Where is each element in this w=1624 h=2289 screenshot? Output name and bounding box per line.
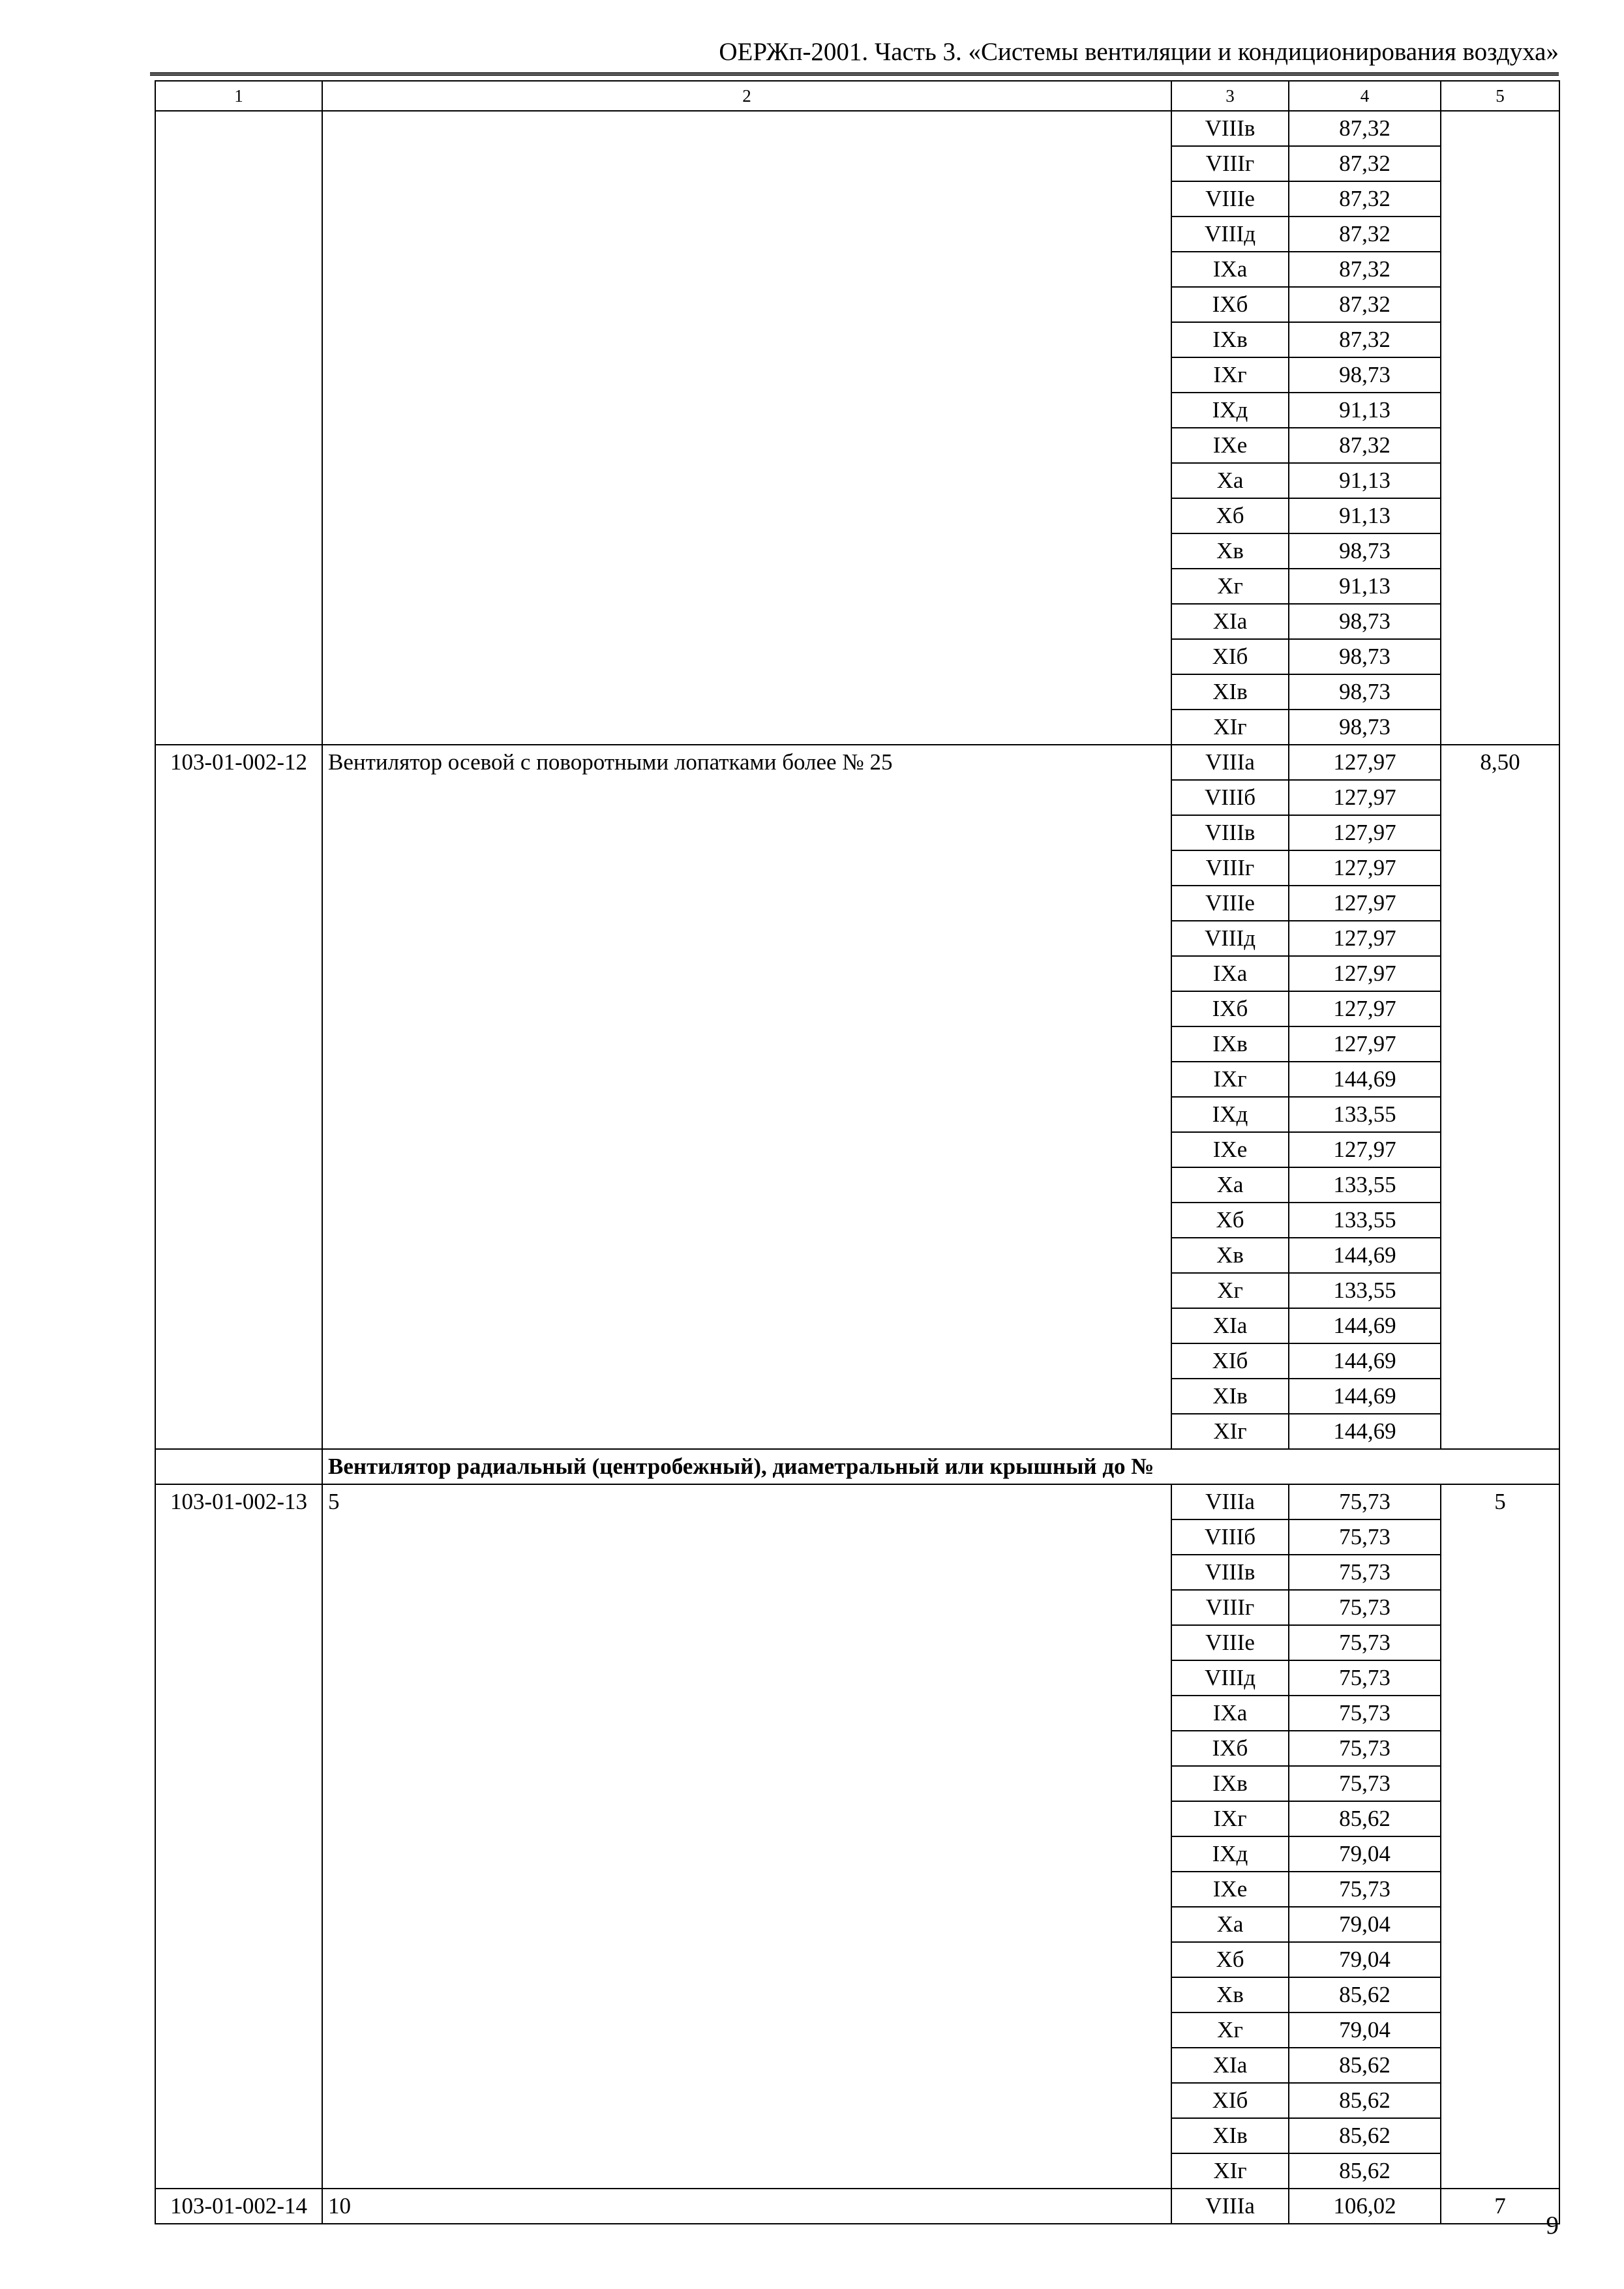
item-code bbox=[155, 111, 322, 745]
item-code: 103-01-002-14 bbox=[155, 2189, 322, 2224]
region-code: IXб bbox=[1171, 1731, 1289, 1766]
rate-value: 75,73 bbox=[1289, 1484, 1441, 1519]
rate-value: 87,32 bbox=[1289, 146, 1441, 181]
rate-value: 75,73 bbox=[1289, 1731, 1441, 1766]
rate-value: 127,97 bbox=[1289, 956, 1441, 991]
region-code: VIIIе bbox=[1171, 886, 1289, 921]
rate-value: 127,97 bbox=[1289, 745, 1441, 780]
region-code: XIг bbox=[1171, 1414, 1289, 1449]
group-heading-row bbox=[155, 1449, 1559, 1484]
rate-value: 98,73 bbox=[1289, 639, 1441, 674]
rate-value: 127,97 bbox=[1289, 1026, 1441, 1062]
rate-value: 91,13 bbox=[1289, 463, 1441, 498]
table-row bbox=[155, 745, 1559, 780]
rate-value: 98,73 bbox=[1289, 357, 1441, 393]
rate-value: 127,97 bbox=[1289, 991, 1441, 1026]
rate-value: 85,62 bbox=[1289, 1977, 1441, 2012]
item-code: 103-01-002-13 bbox=[155, 1484, 322, 2189]
region-code: VIIIв bbox=[1171, 815, 1289, 850]
region-code: Xб bbox=[1171, 1203, 1289, 1238]
column-number: 2 bbox=[322, 81, 1171, 111]
item-code: 103-01-002-12 bbox=[155, 745, 322, 1449]
region-code: IXе bbox=[1171, 1872, 1289, 1907]
rate-value: 91,13 bbox=[1289, 393, 1441, 428]
region-code: IXб bbox=[1171, 991, 1289, 1026]
item-description: 10 bbox=[322, 2189, 1171, 2224]
rate-value: 87,32 bbox=[1289, 428, 1441, 463]
rate-value: 98,73 bbox=[1289, 533, 1441, 569]
region-code: IXв bbox=[1171, 1766, 1289, 1801]
rate-value: 127,97 bbox=[1289, 886, 1441, 921]
page-header-title: ОЕРЖп-2001. Часть 3. «Системы вентиляции и кондиционирования воздуха» bbox=[719, 38, 1559, 66]
header-double-rule bbox=[150, 72, 1559, 76]
rate-value: 98,73 bbox=[1289, 674, 1441, 710]
column-number: 1 bbox=[155, 81, 322, 111]
rate-value: 91,13 bbox=[1289, 569, 1441, 604]
column-number: 4 bbox=[1289, 81, 1441, 111]
group-heading: Вентилятор радиальный (центробежный), диаметральный или крышный до № bbox=[322, 1449, 1559, 1484]
region-code: XIб bbox=[1171, 639, 1289, 674]
rate-value: 75,73 bbox=[1289, 1590, 1441, 1625]
rate-value: 133,55 bbox=[1289, 1097, 1441, 1132]
rate-value: 87,32 bbox=[1289, 322, 1441, 357]
rate-value: 127,97 bbox=[1289, 780, 1441, 815]
rate-value: 75,73 bbox=[1289, 1660, 1441, 1696]
region-code: VIIIа bbox=[1171, 1484, 1289, 1519]
region-code: IXд bbox=[1171, 1097, 1289, 1132]
group-heading-code bbox=[155, 1449, 322, 1484]
rate-value: 75,73 bbox=[1289, 1696, 1441, 1731]
table-row bbox=[155, 1484, 1559, 1519]
region-code: IXд bbox=[1171, 393, 1289, 428]
region-code: Xв bbox=[1171, 1977, 1289, 2012]
column-number-row bbox=[155, 81, 1559, 111]
region-code: Xб bbox=[1171, 498, 1289, 533]
region-code: Xа bbox=[1171, 1907, 1289, 1942]
region-code: XIа bbox=[1171, 1308, 1289, 1343]
rate-value: 79,04 bbox=[1289, 1907, 1441, 1942]
labor-value: 5 bbox=[1441, 1484, 1559, 2189]
rate-value: 75,73 bbox=[1289, 1766, 1441, 1801]
region-code: VIIIе bbox=[1171, 181, 1289, 217]
rate-value: 127,97 bbox=[1289, 921, 1441, 956]
region-code: VIIIд bbox=[1171, 921, 1289, 956]
labor-value: 7 bbox=[1441, 2189, 1559, 2224]
rate-value: 75,73 bbox=[1289, 1555, 1441, 1590]
rate-value: 85,62 bbox=[1289, 2083, 1441, 2118]
rate-value: 85,62 bbox=[1289, 2048, 1441, 2083]
rate-value: 133,55 bbox=[1289, 1203, 1441, 1238]
rate-value: 133,55 bbox=[1289, 1273, 1441, 1308]
item-description: 5 bbox=[322, 1484, 1171, 2189]
rate-value: 87,32 bbox=[1289, 287, 1441, 322]
column-number: 5 bbox=[1441, 81, 1559, 111]
region-code: XIв bbox=[1171, 1379, 1289, 1414]
region-code: Xв bbox=[1171, 533, 1289, 569]
rate-value: 144,69 bbox=[1289, 1343, 1441, 1379]
region-code: VIIIв bbox=[1171, 1555, 1289, 1590]
region-code: Xв bbox=[1171, 1238, 1289, 1273]
rate-value: 133,55 bbox=[1289, 1167, 1441, 1203]
region-code: VIIIд bbox=[1171, 1660, 1289, 1696]
item-description bbox=[322, 111, 1171, 745]
region-code: IXа bbox=[1171, 956, 1289, 991]
rate-value: 144,69 bbox=[1289, 1308, 1441, 1343]
region-code: VIIIг bbox=[1171, 1590, 1289, 1625]
region-code: Xа bbox=[1171, 1167, 1289, 1203]
rate-value: 106,02 bbox=[1289, 2189, 1441, 2224]
table-row bbox=[155, 111, 1559, 146]
region-code: VIIIа bbox=[1171, 745, 1289, 780]
rate-value: 127,97 bbox=[1289, 815, 1441, 850]
region-code: IXд bbox=[1171, 1836, 1289, 1872]
region-code: Xб bbox=[1171, 1942, 1289, 1977]
region-code: Xа bbox=[1171, 463, 1289, 498]
region-code: XIг bbox=[1171, 2153, 1289, 2189]
region-code: VIIIб bbox=[1171, 780, 1289, 815]
rate-value: 127,97 bbox=[1289, 850, 1441, 886]
region-code: VIIIг bbox=[1171, 146, 1289, 181]
region-code: VIIIг bbox=[1171, 850, 1289, 886]
rate-value: 85,62 bbox=[1289, 1801, 1441, 1836]
rate-value: 87,32 bbox=[1289, 252, 1441, 287]
region-code: VIIIе bbox=[1171, 1625, 1289, 1660]
rates-table bbox=[155, 80, 1560, 2224]
region-code: XIв bbox=[1171, 2118, 1289, 2153]
region-code: VIIIа bbox=[1171, 2189, 1289, 2224]
region-code: Xг bbox=[1171, 2012, 1289, 2048]
rate-value: 98,73 bbox=[1289, 604, 1441, 639]
rate-value: 79,04 bbox=[1289, 2012, 1441, 2048]
region-code: XIа bbox=[1171, 604, 1289, 639]
rate-value: 85,62 bbox=[1289, 2153, 1441, 2189]
rate-value: 79,04 bbox=[1289, 1836, 1441, 1872]
rate-value: 144,69 bbox=[1289, 1062, 1441, 1097]
region-code: IXг bbox=[1171, 1801, 1289, 1836]
rate-value: 98,73 bbox=[1289, 710, 1441, 745]
region-code: IXг bbox=[1171, 1062, 1289, 1097]
region-code: XIв bbox=[1171, 674, 1289, 710]
rate-value: 79,04 bbox=[1289, 1942, 1441, 1977]
rate-value: 75,73 bbox=[1289, 1872, 1441, 1907]
region-code: XIг bbox=[1171, 710, 1289, 745]
table-row bbox=[155, 2189, 1559, 2224]
region-code: IXа bbox=[1171, 1696, 1289, 1731]
rate-value: 85,62 bbox=[1289, 2118, 1441, 2153]
rate-value: 144,69 bbox=[1289, 1238, 1441, 1273]
region-code: Xг bbox=[1171, 1273, 1289, 1308]
region-code: XIб bbox=[1171, 2083, 1289, 2118]
labor-value: 8,50 bbox=[1441, 745, 1559, 1449]
item-description: Вентилятор осевой с поворотными лопатками более № 25 bbox=[322, 745, 1171, 1449]
rate-value: 127,97 bbox=[1289, 1132, 1441, 1167]
region-code: Xг bbox=[1171, 569, 1289, 604]
rate-value: 75,73 bbox=[1289, 1519, 1441, 1555]
rate-value: 87,32 bbox=[1289, 181, 1441, 217]
rate-value: 144,69 bbox=[1289, 1414, 1441, 1449]
region-code: IXв bbox=[1171, 322, 1289, 357]
region-code: IXв bbox=[1171, 1026, 1289, 1062]
region-code: XIа bbox=[1171, 2048, 1289, 2083]
region-code: XIб bbox=[1171, 1343, 1289, 1379]
page-number: 9 bbox=[1546, 2211, 1559, 2239]
column-number: 3 bbox=[1171, 81, 1289, 111]
region-code: IXа bbox=[1171, 252, 1289, 287]
rate-value: 144,69 bbox=[1289, 1379, 1441, 1414]
region-code: IXе bbox=[1171, 428, 1289, 463]
rate-value: 87,32 bbox=[1289, 111, 1441, 146]
rate-value: 75,73 bbox=[1289, 1625, 1441, 1660]
region-code: IXг bbox=[1171, 357, 1289, 393]
labor-value bbox=[1441, 111, 1559, 745]
region-code: VIIIб bbox=[1171, 1519, 1289, 1555]
rate-value: 87,32 bbox=[1289, 217, 1441, 252]
region-code: VIIIд bbox=[1171, 217, 1289, 252]
region-code: IXе bbox=[1171, 1132, 1289, 1167]
region-code: IXб bbox=[1171, 287, 1289, 322]
region-code: VIIIв bbox=[1171, 111, 1289, 146]
rate-value: 91,13 bbox=[1289, 498, 1441, 533]
